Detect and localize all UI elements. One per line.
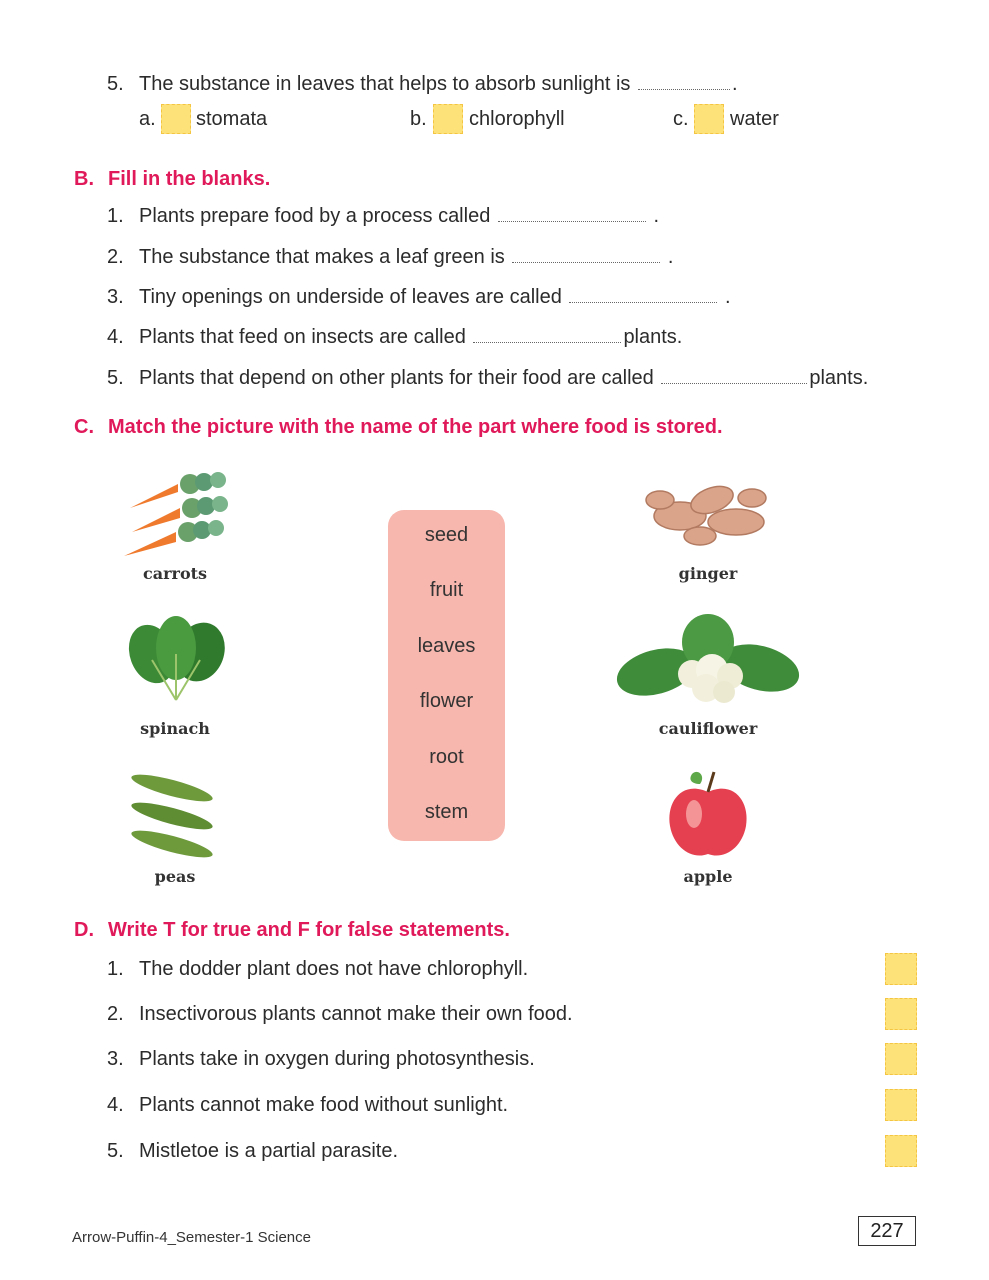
fill-blank-3[interactable] [569, 288, 717, 303]
book-title-footer: Arrow-Puffin-4_Semester-1 Science [72, 1229, 311, 1246]
option-b-checkbox[interactable] [433, 104, 463, 134]
caption-cauliflower: cauliflower [658, 719, 758, 738]
mcq-question: 5. The substance in leaves that helps to absorb sunlight is . [107, 73, 738, 95]
part-flower[interactable]: flower [419, 690, 474, 712]
tf-statement: 4. Plants cannot make food without sunlight. [107, 1094, 509, 1116]
caption-apple: apple [683, 867, 733, 886]
carrots-picture[interactable] [118, 472, 234, 558]
caption-ginger: ginger [678, 564, 738, 583]
tf-answer-box-3[interactable] [885, 1043, 917, 1075]
section-b-heading: B. Fill in the blanks. [74, 168, 271, 190]
ginger-root-icon [646, 481, 766, 545]
option-c-checkbox[interactable] [694, 104, 724, 134]
spinach-picture[interactable] [122, 614, 230, 702]
fill-blank-item: 3. Tiny openings on underside of leaves are called . [107, 286, 731, 308]
part-fruit[interactable]: fruit [429, 579, 464, 601]
part-root[interactable]: root [429, 746, 464, 768]
fill-blank-4[interactable] [473, 328, 621, 343]
cauliflower-picture[interactable] [616, 612, 800, 710]
tf-answer-box-2[interactable] [885, 998, 917, 1030]
option-letter-b: b. [410, 108, 427, 130]
option-letter-a: a. [139, 108, 156, 130]
apple-icon [669, 772, 746, 856]
answer-blank[interactable] [638, 75, 730, 90]
parts-list-panel [388, 510, 505, 841]
fill-blank-item: 1. Plants prepare food by a process called . [107, 205, 660, 227]
option-label-c: water [730, 108, 779, 130]
tf-answer-box-1[interactable] [885, 953, 917, 985]
page-number: 227 [858, 1216, 916, 1246]
fill-blank-item: 2. The substance that makes a leaf green is . [107, 246, 674, 268]
option-letter-c: c. [673, 108, 689, 130]
option-a-checkbox[interactable] [161, 104, 191, 134]
spinach-leaf-icon [122, 616, 230, 700]
option-label-a: stomata [196, 108, 268, 130]
ginger-picture[interactable] [640, 476, 776, 554]
fill-blank-2[interactable] [512, 248, 660, 263]
caption-carrots: carrots [142, 564, 208, 583]
caption-peas: peas [154, 867, 196, 886]
section-c-heading: C. Match the picture with the name of the part where food is stored. [74, 416, 723, 438]
caption-spinach: spinach [140, 719, 210, 738]
tf-answer-box-5[interactable] [885, 1135, 917, 1167]
tf-statement: 3. Plants take in oxygen during photosynthesis. [107, 1048, 535, 1070]
tf-answer-box-4[interactable] [885, 1089, 917, 1121]
peas-picture[interactable] [128, 770, 218, 864]
carrot-icon [124, 520, 224, 556]
fill-blank-item: 4. Plants that feed on insects are called plants. [107, 326, 683, 348]
part-leaves[interactable]: leaves [417, 635, 476, 657]
question-number: 5. [107, 73, 124, 95]
question-text: The substance in leaves that helps to absorb sunlight is [139, 73, 631, 95]
part-seed[interactable]: seed [424, 524, 469, 546]
apple-picture[interactable] [662, 768, 754, 862]
fill-blank-1[interactable] [498, 207, 646, 222]
part-stem[interactable]: stem [424, 801, 469, 823]
tf-statement: 2. Insectivorous plants cannot make their own food. [107, 1003, 573, 1025]
tf-statement: 1. The dodder plant does not have chlorophyll. [107, 958, 529, 980]
cauliflower-icon [616, 614, 800, 704]
option-label-b: chlorophyll [469, 108, 565, 130]
fill-blank-5[interactable] [661, 369, 807, 384]
tf-statement: 5. Mistletoe is a partial parasite. [107, 1140, 399, 1162]
pea-pod-icon [129, 770, 214, 863]
fill-blank-item: 5. Plants that depend on other plants for their food are called plants. [107, 367, 869, 389]
section-d-heading: D. Write T for true and F for false statements. [74, 919, 510, 941]
